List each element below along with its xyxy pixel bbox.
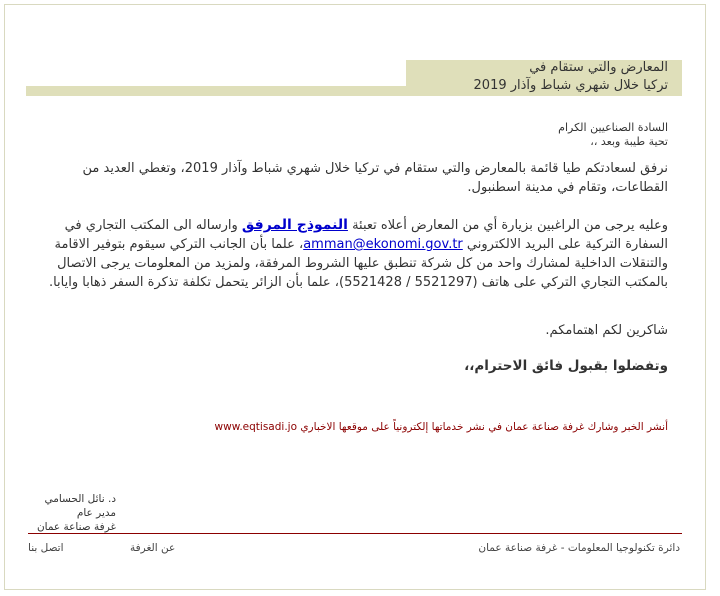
email-link[interactable]: amman@ekonomi.gov.tr [303, 237, 463, 252]
paragraph-1: نرفق لسعادتكم طيا قائمة بالمعارض والتي ستقام في تركيا خلال شهري شباط وآذار 2019، وتغطي العديد من القطاعات، وتقام في مدينة اسطنبول. [82, 161, 668, 195]
salutation-line-2: تحية طيبة وبعد ،، [590, 135, 668, 148]
title-line-1: المعارض والتي ستقام في [529, 60, 668, 75]
paragraph-2-part-2: وارساله الى المكتب التجاري في السفارة التركية على البريد الالكتروني [64, 218, 668, 252]
footer-contact-link[interactable]: اتصل بنا [28, 542, 64, 554]
footer-divider [28, 533, 682, 534]
salutation [48, 121, 668, 149]
paragraph-2 [48, 216, 668, 292]
attached-form-link[interactable]: النموذج المرفق [241, 217, 348, 233]
signature-org: غرفة صناعة عمان [36, 521, 116, 533]
signature [37, 492, 116, 534]
thanks-text: شاكرين لكم اهتمامكم. [545, 323, 668, 338]
title-band [26, 60, 682, 96]
footer-department: دائرة تكنولوجيا المعلومات - غرفة صناعة عمان [478, 542, 680, 554]
paragraph-2-part-1: وعليه يرجى من الراغبين بزيارة أي من المعارض أعلاه تعبئة [347, 218, 668, 233]
title-line-2: تركيا خلال شهري شباط وآذار 2019 [473, 78, 668, 93]
paragraph-2-part-3: ، علما بأن الجانب التركي سيقوم بتوفير الاقامة والتنقلات الداخلية لمشارك واحد من كل شركة تنطبق عليها الشروط المرفقة، ولمزيد من المعلومات يرجى الاتصال بالمكتب التجاري التركي على هاتف (5521297 / 5521428)، علما بأن الزائر يتحمل تكلفة تذكرة السفر ذهابا وايابا. [48, 237, 668, 290]
promo-text[interactable]: أنشر الخبر وشارك غرفة صناعة عمان في نشر خدماتها إلكترونياً على موقعها الاخباري www.eqtisadi.jo [214, 421, 668, 433]
signature-role: مدير عام [76, 507, 116, 519]
salutation-line-1: السادة الصناعيين الكرام [558, 121, 668, 134]
closing-text: وتفضلوا بقبول فائق الاحترام،، [464, 358, 668, 374]
footer-about-link[interactable]: عن الغرفة [130, 542, 176, 554]
signature-name: د. نائل الحسامي [44, 493, 116, 505]
